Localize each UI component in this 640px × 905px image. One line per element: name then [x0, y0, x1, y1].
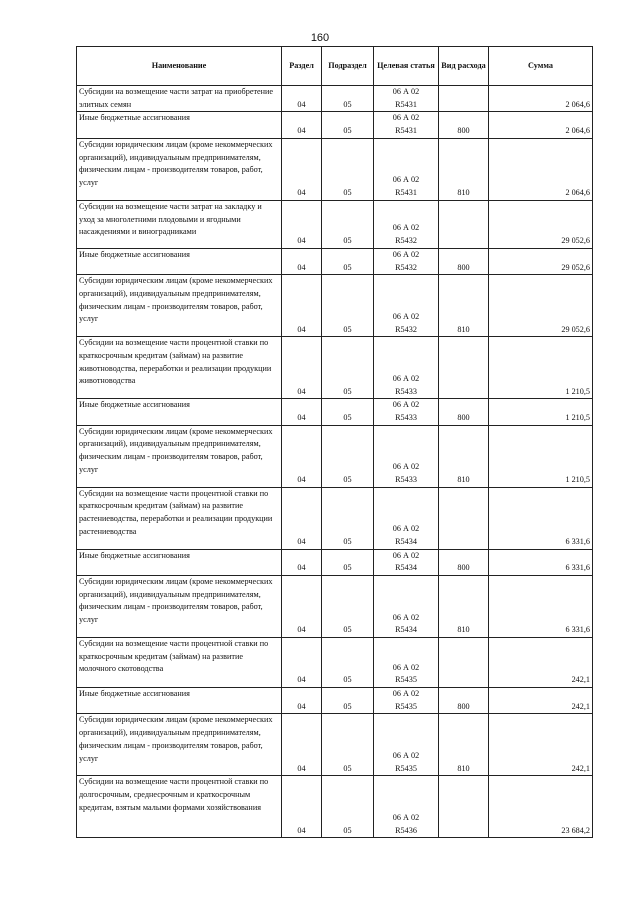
row-subsection: 05	[322, 337, 374, 399]
row-name: Иные бюджетные ассигнования	[77, 248, 282, 274]
row-expense: 800	[439, 399, 489, 425]
row-section: 04	[282, 688, 322, 714]
row-name: Иные бюджетные ассигнования	[77, 688, 282, 714]
table-row	[77, 112, 593, 138]
row-expense	[439, 487, 489, 549]
table-row	[77, 576, 593, 638]
row-section: 04	[282, 425, 322, 487]
row-sum: 1 210,5	[489, 425, 593, 487]
row-sum: 23 684,2	[489, 776, 593, 838]
row-section: 04	[282, 86, 322, 112]
table-row	[77, 425, 593, 487]
row-target-code: R5433	[395, 412, 417, 422]
row-target-code: R5431	[395, 126, 417, 136]
row-section: 04	[282, 549, 322, 575]
row-sum: 242,1	[489, 638, 593, 688]
row-subsection: 05	[322, 576, 374, 638]
row-target-code: R5433	[395, 474, 417, 484]
row-expense	[439, 776, 489, 838]
row-sum: 29 052,6	[489, 275, 593, 337]
table-row	[77, 200, 593, 248]
row-target-program: 06 А 02	[392, 662, 420, 672]
row-subsection: 05	[322, 714, 374, 776]
row-target-code: R5434	[395, 536, 417, 546]
table-row	[77, 86, 593, 112]
row-target-program: 06 А 02	[392, 751, 420, 761]
row-section: 04	[282, 714, 322, 776]
row-section: 04	[282, 638, 322, 688]
row-subsection: 05	[322, 549, 374, 575]
table-row	[77, 337, 593, 399]
table-row	[77, 138, 593, 200]
row-target	[374, 275, 439, 337]
row-name: Субсидии юридическим лицам (кроме некоммерческих организаций), индивидуальным предпринимателям, физическим лицам - производителям товаров, работ, услуг	[77, 425, 282, 487]
row-name: Субсидии на возмещение части процентной ставки по краткосрочным кредитам (займам) на развитие молочного скотоводства	[77, 638, 282, 688]
row-subsection: 05	[322, 112, 374, 138]
row-target-code: R5435	[395, 675, 417, 685]
row-section: 04	[282, 487, 322, 549]
row-sum: 242,1	[489, 714, 593, 776]
row-expense	[439, 86, 489, 112]
row-target	[374, 112, 439, 138]
row-target-program: 06 А 02	[392, 524, 420, 534]
table-row	[77, 638, 593, 688]
row-target	[374, 549, 439, 575]
row-target-code: R5431	[395, 99, 417, 109]
row-expense	[439, 200, 489, 248]
row-target-program: 06 А 02	[392, 813, 420, 823]
header-subsection: Подраздел	[322, 47, 374, 86]
row-name: Субсидии на возмещение части процентной ставки по долгосрочным, среднесрочным и краткосрочным кредитам, взятым малыми формами хозяйствования	[77, 776, 282, 838]
page-number: 160	[310, 32, 330, 44]
row-target-code: R5432	[395, 324, 417, 334]
row-subsection: 05	[322, 138, 374, 200]
row-target-program: 06 А 02	[392, 550, 420, 560]
row-sum: 242,1	[489, 688, 593, 714]
row-subsection: 05	[322, 275, 374, 337]
row-target-program: 06 А 02	[392, 113, 420, 123]
row-name: Субсидии на возмещение части процентной ставки по краткосрочным кредитам (займам) на развитие растениеводства, переработки и реализации продукции растениеводства	[77, 487, 282, 549]
row-sum: 6 331,6	[489, 576, 593, 638]
row-subsection: 05	[322, 638, 374, 688]
row-name: Субсидии на возмещение части затрат на приобретение элитных семян	[77, 86, 282, 112]
row-expense: 800	[439, 112, 489, 138]
row-subsection: 05	[322, 200, 374, 248]
row-name: Субсидии юридическим лицам (кроме некоммерческих организаций), индивидуальным предпринимателям, физическим лицам - производителям товаров, работ, услуг	[77, 714, 282, 776]
row-target	[374, 425, 439, 487]
row-section: 04	[282, 776, 322, 838]
header-sum: Сумма	[489, 47, 593, 86]
row-target-code: R5435	[395, 763, 417, 773]
row-name: Иные бюджетные ассигнования	[77, 549, 282, 575]
row-sum: 29 052,6	[489, 248, 593, 274]
row-section: 04	[282, 576, 322, 638]
row-target	[374, 200, 439, 248]
row-target	[374, 714, 439, 776]
row-target	[374, 576, 439, 638]
row-target	[374, 776, 439, 838]
row-sum: 2 064,6	[489, 86, 593, 112]
row-target-program: 06 А 02	[392, 311, 420, 321]
row-target	[374, 138, 439, 200]
row-target-code: R5432	[395, 236, 417, 246]
row-target	[374, 337, 439, 399]
row-name: Иные бюджетные ассигнования	[77, 112, 282, 138]
row-target-program: 06 А 02	[392, 87, 420, 96]
row-expense: 810	[439, 576, 489, 638]
row-target-code: R5433	[395, 386, 417, 396]
row-name: Иные бюджетные ассигнования	[77, 399, 282, 425]
row-expense: 810	[439, 138, 489, 200]
row-target-program: 06 А 02	[392, 373, 420, 383]
row-section: 04	[282, 112, 322, 138]
row-target-program: 06 А 02	[392, 612, 420, 622]
row-target-code: R5436	[395, 825, 417, 835]
row-target-code: R5432	[395, 262, 417, 272]
header-target: Целевая статья	[374, 47, 439, 86]
row-target-code: R5435	[395, 701, 417, 711]
row-target	[374, 688, 439, 714]
row-target-program: 06 А 02	[392, 400, 420, 410]
row-name: Субсидии на возмещение части процентной ставки по краткосрочным кредитам (займам) на развитие животноводства, переработки и реализации продукции животноводства	[77, 337, 282, 399]
row-section: 04	[282, 275, 322, 337]
row-target-program: 06 А 02	[392, 223, 420, 233]
row-subsection: 05	[322, 487, 374, 549]
table-row	[77, 487, 593, 549]
row-target-program: 06 А 02	[392, 249, 420, 259]
table-row	[77, 776, 593, 838]
row-expense	[439, 638, 489, 688]
row-subsection: 05	[322, 86, 374, 112]
row-section: 04	[282, 138, 322, 200]
row-subsection: 05	[322, 688, 374, 714]
row-target	[374, 399, 439, 425]
row-section: 04	[282, 399, 322, 425]
row-section: 04	[282, 337, 322, 399]
table-row	[77, 549, 593, 575]
row-target-program: 06 А 02	[392, 175, 420, 185]
row-name: Субсидии юридическим лицам (кроме некоммерческих организаций), индивидуальным предпринимателям, физическим лицам - производителям товаров, работ, услуг	[77, 576, 282, 638]
row-name: Субсидии на возмещение части затрат на закладку и уход за многолетними плодовыми и ягодными насаждениями и виноградниками	[77, 200, 282, 248]
row-expense: 800	[439, 248, 489, 274]
row-target-code: R5434	[395, 563, 417, 573]
header-expense: Вид расхода	[439, 47, 489, 86]
row-section: 04	[282, 248, 322, 274]
row-sum: 29 052,6	[489, 200, 593, 248]
row-expense: 810	[439, 714, 489, 776]
row-subsection: 05	[322, 248, 374, 274]
row-sum: 6 331,6	[489, 487, 593, 549]
row-sum: 6 331,6	[489, 549, 593, 575]
row-sum: 2 064,6	[489, 138, 593, 200]
row-target	[374, 638, 439, 688]
row-name: Субсидии юридическим лицам (кроме некоммерческих организаций), индивидуальным предпринимателям, физическим лицам - производителям товаров, работ, услуг	[77, 275, 282, 337]
row-section: 04	[282, 200, 322, 248]
row-subsection: 05	[322, 399, 374, 425]
row-expense: 800	[439, 549, 489, 575]
row-name: Субсидии юридическим лицам (кроме некоммерческих организаций), индивидуальным предпринимателям, физическим лицам - производителям товаров, работ, услуг	[77, 138, 282, 200]
table-row	[77, 399, 593, 425]
row-subsection: 05	[322, 776, 374, 838]
header-section: Раздел	[282, 47, 322, 86]
row-target-code: R5434	[395, 625, 417, 635]
row-target-program: 06 А 02	[392, 689, 420, 699]
row-subsection: 05	[322, 425, 374, 487]
row-sum: 1 210,5	[489, 337, 593, 399]
row-expense: 810	[439, 425, 489, 487]
row-sum: 2 064,6	[489, 112, 593, 138]
table-row	[77, 248, 593, 274]
row-expense: 800	[439, 688, 489, 714]
table-row	[77, 275, 593, 337]
row-target-program: 06 А 02	[392, 462, 420, 472]
table-row	[77, 714, 593, 776]
table-header-row	[77, 47, 593, 86]
row-expense: 810	[439, 275, 489, 337]
row-target	[374, 86, 439, 112]
table-row	[77, 688, 593, 714]
row-target	[374, 487, 439, 549]
row-target-code: R5431	[395, 188, 417, 198]
budget-table	[76, 46, 593, 838]
row-target	[374, 248, 439, 274]
row-sum: 1 210,5	[489, 399, 593, 425]
header-name: Наименование	[77, 47, 282, 86]
row-expense	[439, 337, 489, 399]
